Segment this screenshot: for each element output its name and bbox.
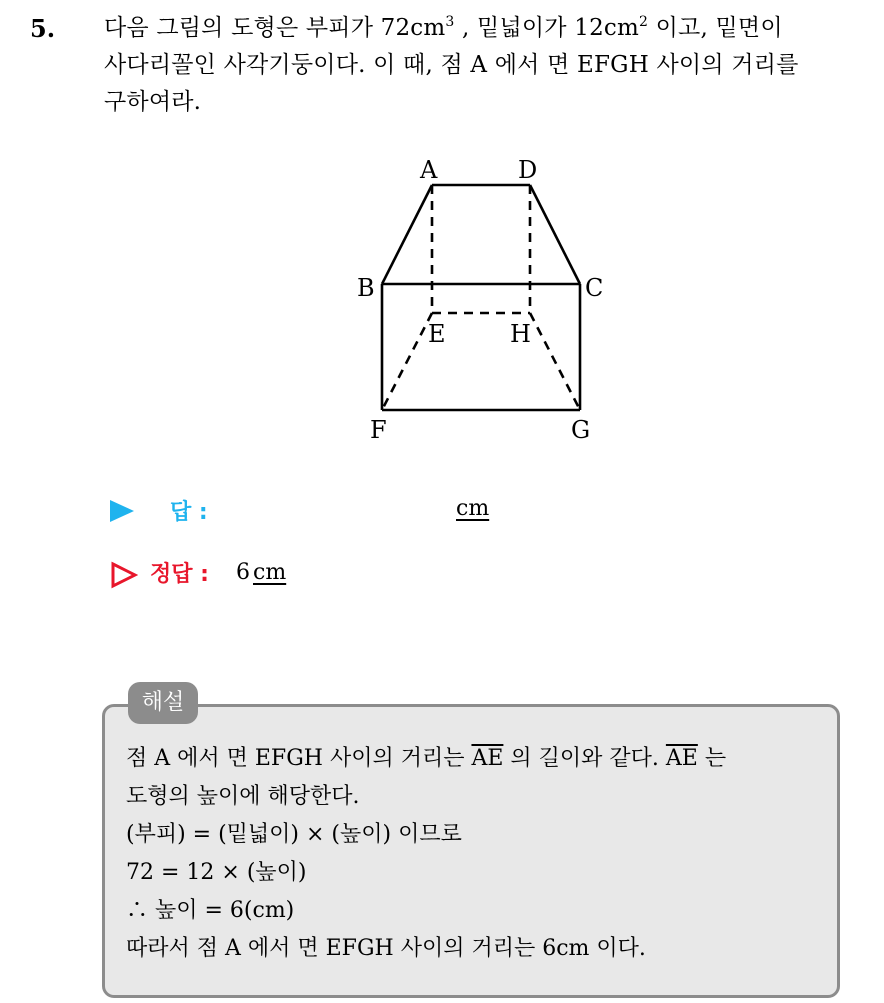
area-exponent: 2	[639, 14, 649, 30]
explanation-line-1-part-b: 의 길이와 같다.	[503, 746, 666, 771]
correct-answer-row	[110, 558, 610, 592]
explanation-body	[126, 740, 831, 968]
question-line-1-part-a: 다음 그림의 도형은 부피가 72cm	[104, 15, 446, 41]
question-line-1-part-c: 이고, 밑면이	[648, 15, 783, 41]
explanation-line-1-part-a: 점 A 에서 면 EFGH 사이의 거리는	[126, 746, 472, 771]
correct-answer-unit: cm	[253, 560, 287, 585]
play-triangle-icon	[110, 500, 134, 522]
explanation-tab: 해설	[128, 682, 198, 724]
segment-ae: $\overline{AE}$	[471, 746, 504, 771]
answer-label: 답 :	[170, 500, 208, 525]
explanation-line-1-part-c: 는	[697, 746, 727, 771]
vertex-label-c: C	[585, 274, 604, 302]
correct-answer-label: 정답 :	[150, 562, 209, 587]
edge-hg	[530, 313, 580, 410]
correct-answer-value	[236, 560, 286, 585]
vertex-label-b: B	[357, 274, 375, 302]
explanation-line-1	[126, 740, 831, 778]
vertex-label-e: E	[428, 320, 446, 348]
edge-ab	[382, 185, 432, 284]
vertex-label-g: G	[571, 416, 591, 444]
trapezoid-prism-diagram	[340, 150, 630, 455]
explanation-line-3: (부피) = (밑넓이) × (높이) 이므로	[126, 822, 462, 847]
answer-unit: cm	[456, 496, 490, 521]
vertex-label-d: D	[518, 156, 538, 184]
answer-row	[110, 496, 610, 530]
explanation-line-6: 따라서 점 A 에서 면 EFGH 사이의 거리는 6cm 이다.	[126, 936, 646, 961]
prism-figure	[340, 150, 630, 455]
explanation-line-2: 도형의 높이에 해당한다.	[126, 784, 360, 809]
segment-ae-2: $\overline{AE}$	[665, 746, 698, 771]
edge-ef	[382, 313, 432, 410]
edge-dc	[530, 185, 580, 284]
question-line-1-part-b: , 밑넓이가 12cm	[454, 15, 639, 41]
vertex-label-f: F	[370, 416, 387, 444]
volume-exponent: 3	[445, 14, 455, 30]
outline-triangle-icon	[110, 561, 138, 589]
question-line-3: 구하여라.	[104, 89, 202, 115]
vertex-label-h: H	[510, 320, 531, 348]
explanation-line-4: 72 = 12 × (높이)	[126, 860, 307, 885]
question-text	[104, 10, 869, 121]
explanation-line-5: ∴ 높이 = 6(cm)	[126, 898, 295, 923]
question-line-1	[104, 10, 869, 47]
correct-answer-number: 6	[236, 560, 250, 585]
vertex-label-a: A	[420, 156, 438, 184]
question-number: 5.	[30, 14, 56, 43]
question-line-2: 사다리꼴인 사각기둥이다. 이 때, 점 A 에서 면 EFGH 사이의 거리를	[104, 52, 799, 78]
